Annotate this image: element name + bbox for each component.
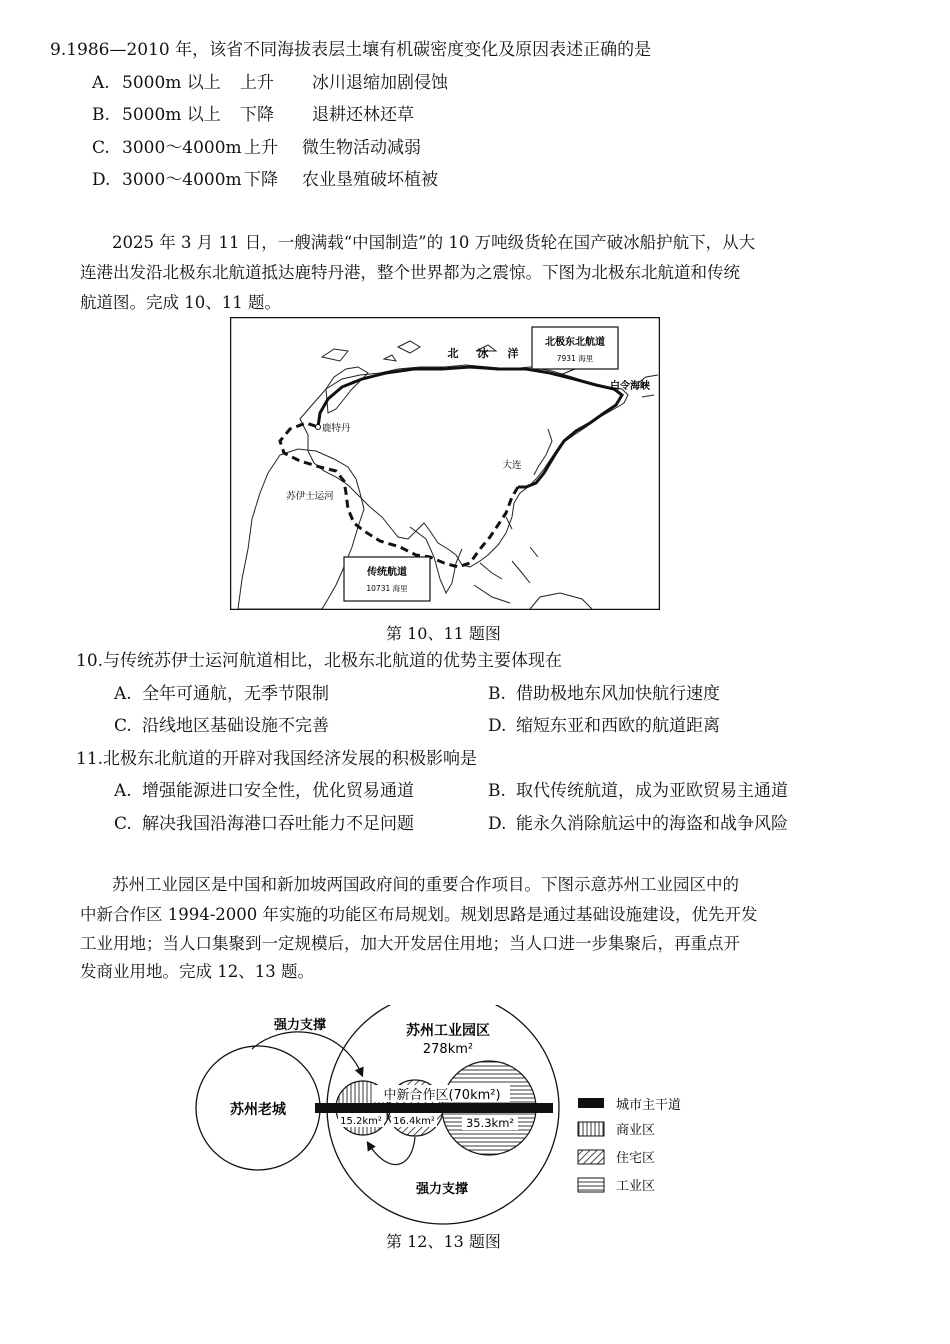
option-altitude: 5000m 以上: [122, 105, 221, 125]
park-name-label: 苏州工业园区: [406, 1023, 490, 1039]
q10-option-c: [114, 715, 329, 737]
option-letter: C.: [92, 138, 110, 158]
option-letter: B.: [92, 105, 110, 125]
diagram-caption: 第 12、13 题图: [386, 1232, 501, 1251]
arctic-route-distance: 7931 海里: [556, 354, 594, 363]
old-city-label: 苏州老城: [230, 1102, 286, 1118]
park-area-label: 278km²: [422, 1042, 474, 1057]
q11-option-b: [488, 780, 788, 802]
legend-road-label: 城市主干道: [616, 1098, 682, 1113]
option-letter: A.: [114, 684, 132, 704]
option-altitude: 3000～4000m: [122, 138, 242, 158]
q9-stem: 9.1986—2010 年，该省不同海拔表层土壤有机碳密度变化及原因表述正确的是: [50, 40, 652, 60]
legend-industrial-label: 工业区: [616, 1179, 656, 1194]
industrial-area-label: 35.3km²: [465, 1116, 515, 1130]
legend-commercial-label: 商业区: [616, 1123, 656, 1138]
option-text: 增强能源进口安全性，优化贸易通道: [142, 781, 414, 801]
cooperation-zone-label: 中新合作区(70km²): [383, 1088, 501, 1103]
option-text: 沿线地区基础设施不完善: [142, 716, 329, 736]
passage2-line-1: 苏州工业园区是中国和新加坡两国政府间的重要合作项目。下图示意苏州工业园区中的: [112, 875, 739, 894]
legend-commercial-swatch: [578, 1122, 604, 1136]
option-trend: 下降: [244, 170, 278, 190]
option-reason: 冰川退缩加剧侵蚀: [312, 73, 448, 93]
option-letter: C.: [114, 716, 132, 736]
option-reason: 微生物活动减弱: [302, 138, 421, 158]
legend-industrial-swatch: [578, 1178, 604, 1192]
commercial-area-label: 15.2km²: [340, 1116, 382, 1127]
q10-stem: 10.与传统苏伊士运河航道相比，北极东北航道的优势主要体现在: [76, 651, 563, 671]
passage2-line-2: 中新合作区 1994-2000 年实施的功能区布局规划。规划思路是通过基础设施建设，优先开发: [80, 905, 758, 924]
q11-stem: 11.北极东北航道的开辟对我国经济发展的积极影响是: [76, 749, 478, 769]
q9-option-b: [92, 104, 414, 126]
option-trend: 下降: [240, 105, 274, 125]
option-text: 全年可通航，无季节限制: [142, 684, 329, 704]
option-letter: A.: [92, 73, 110, 93]
option-letter: D.: [488, 716, 507, 736]
suez-canal-label: 苏伊士运河: [286, 491, 334, 502]
route-map: [230, 317, 660, 610]
q11-option-d: [488, 813, 788, 835]
traditional-route-name: 传统航道: [367, 567, 407, 578]
support-label-top: 强力支撑: [273, 1018, 327, 1033]
q9-option-c: [92, 137, 421, 159]
passage1-line-1: 2025 年 3 月 11 日，一艘满载“中国制造”的 10 万吨级货轮在国产破冰船护航下，从大: [112, 233, 756, 252]
main-road: [315, 1103, 553, 1113]
q9-option-a: [92, 72, 448, 94]
option-trend: 上升: [244, 138, 278, 158]
bering-strait-label: 白令海峡: [610, 381, 650, 392]
option-text: 解决我国沿海港口吞吐能力不足问题: [142, 814, 414, 834]
arctic-route-name: 北极东北航道: [545, 337, 605, 348]
option-altitude: 3000～4000m: [122, 170, 242, 190]
q11-option-a: [114, 780, 414, 802]
dalian-label: 大连: [502, 460, 522, 471]
traditional-route-distance: 10731 海里: [366, 584, 408, 593]
option-text: 借助极地东风加快航行速度: [516, 684, 720, 704]
suzhou-diagram: [190, 1005, 710, 1225]
passage1-line-2: 连港出发沿北极东北航道抵达鹿特丹港，整个世界都为之震惊。下图为北极东北航道和传统: [80, 263, 740, 282]
q9-option-d: [92, 169, 438, 191]
option-letter: C.: [114, 814, 132, 834]
traditional-route-box: [344, 557, 430, 601]
option-altitude: 5000m 以上: [122, 73, 221, 93]
option-letter: B.: [488, 684, 506, 704]
option-letter: A.: [114, 781, 132, 801]
q10-option-a: [114, 683, 329, 705]
legend-road-swatch: [578, 1098, 604, 1108]
option-letter: D.: [488, 814, 507, 834]
option-reason: 农业垦殖破坏植被: [302, 170, 438, 190]
map-caption: 第 10、11 题图: [386, 624, 501, 643]
rotterdam-label: 鹿特丹: [322, 423, 351, 434]
residential-area-label: 16.4km²: [393, 1116, 435, 1127]
q10-option-b: [488, 683, 720, 705]
legend-residential-label: 住宅区: [616, 1151, 656, 1166]
option-letter: D.: [92, 170, 111, 190]
option-trend: 上升: [240, 73, 274, 93]
passage1-line-3: 航道图。完成 10、11 题。: [80, 293, 281, 312]
passage2-line-4: 发商业用地。完成 12、13 题。: [80, 962, 314, 981]
option-letter: B.: [488, 781, 506, 801]
option-text: 取代传统航道，成为亚欧贸易主通道: [516, 781, 788, 801]
arctic-ocean-label: 北 冰 洋: [447, 347, 523, 360]
option-text: 能永久消除航运中的海盗和战争风险: [516, 814, 788, 834]
rotterdam-dot: [316, 425, 321, 430]
q11-option-c: [114, 813, 414, 835]
support-label-bottom: 强力支撑: [415, 1182, 469, 1197]
option-reason: 退耕还林还草: [312, 105, 414, 125]
passage2-line-3: 工业用地；当人口集聚到一定规模后，加大开发居住用地；当人口进一步集聚后，再重点开: [80, 934, 740, 953]
option-text: 缩短东亚和西欧的航道距离: [516, 716, 720, 736]
legend-residential-swatch: [578, 1150, 604, 1164]
q10-option-d: [488, 715, 720, 737]
